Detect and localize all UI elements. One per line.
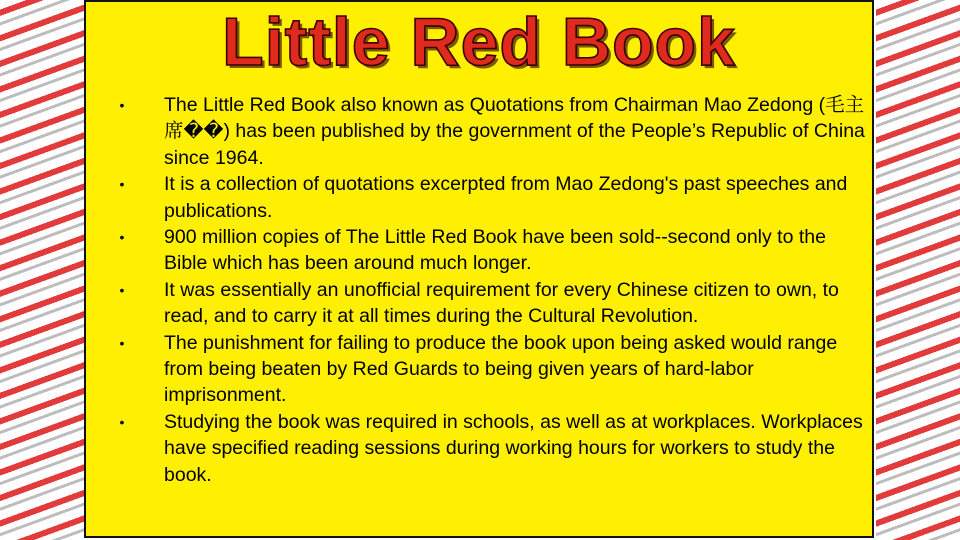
right-decorative-stripes (876, 0, 960, 540)
bullet-marker: • (119, 229, 125, 246)
bullet-text: The Little Red Book also known as Quotations from Chairman Mao Zedong (毛主席��) has been published by the government of the People’s Republic of China since 1964. (164, 94, 865, 169)
bullet-item (116, 92, 866, 171)
bullet-text: The punishment for failing to produce the book upon being asked would range from being beaten by Red Guards to being given years of hard-labor imprisonment. (164, 331, 838, 407)
bullet-item (116, 330, 866, 409)
bullet-text: 900 million copies of The Little Red Book have been sold--second only to the Bible which has been around much longer. (164, 226, 826, 275)
bullet-marker: • (119, 413, 125, 430)
bullet-marker: • (119, 176, 125, 193)
bullet-item (116, 409, 866, 488)
bullet-text: It is a collection of quotations excerpted from Mao Zedong's past speeches and publications. (164, 173, 848, 222)
slide-title: Little Red Book (222, 4, 736, 80)
left-decorative-stripes (0, 0, 84, 540)
bullet-list (116, 92, 866, 488)
bullet-marker: • (119, 97, 125, 113)
bullet-text: Studying the book was required in schools, as well as at workplaces. Workplaces have specified reading sessions during working hours for workers to study the book. (164, 410, 863, 486)
slide-content-panel (84, 0, 874, 538)
bullet-marker: • (119, 281, 125, 298)
bullet-item (116, 171, 866, 224)
bullet-item (116, 277, 866, 330)
bullet-item (116, 224, 866, 277)
bullet-marker: • (119, 334, 125, 351)
bullet-text: It was essentially an unofficial requirement for every Chinese citizen to own, to read, and to carry it at all times during the Cultural Revolution. (164, 278, 839, 328)
